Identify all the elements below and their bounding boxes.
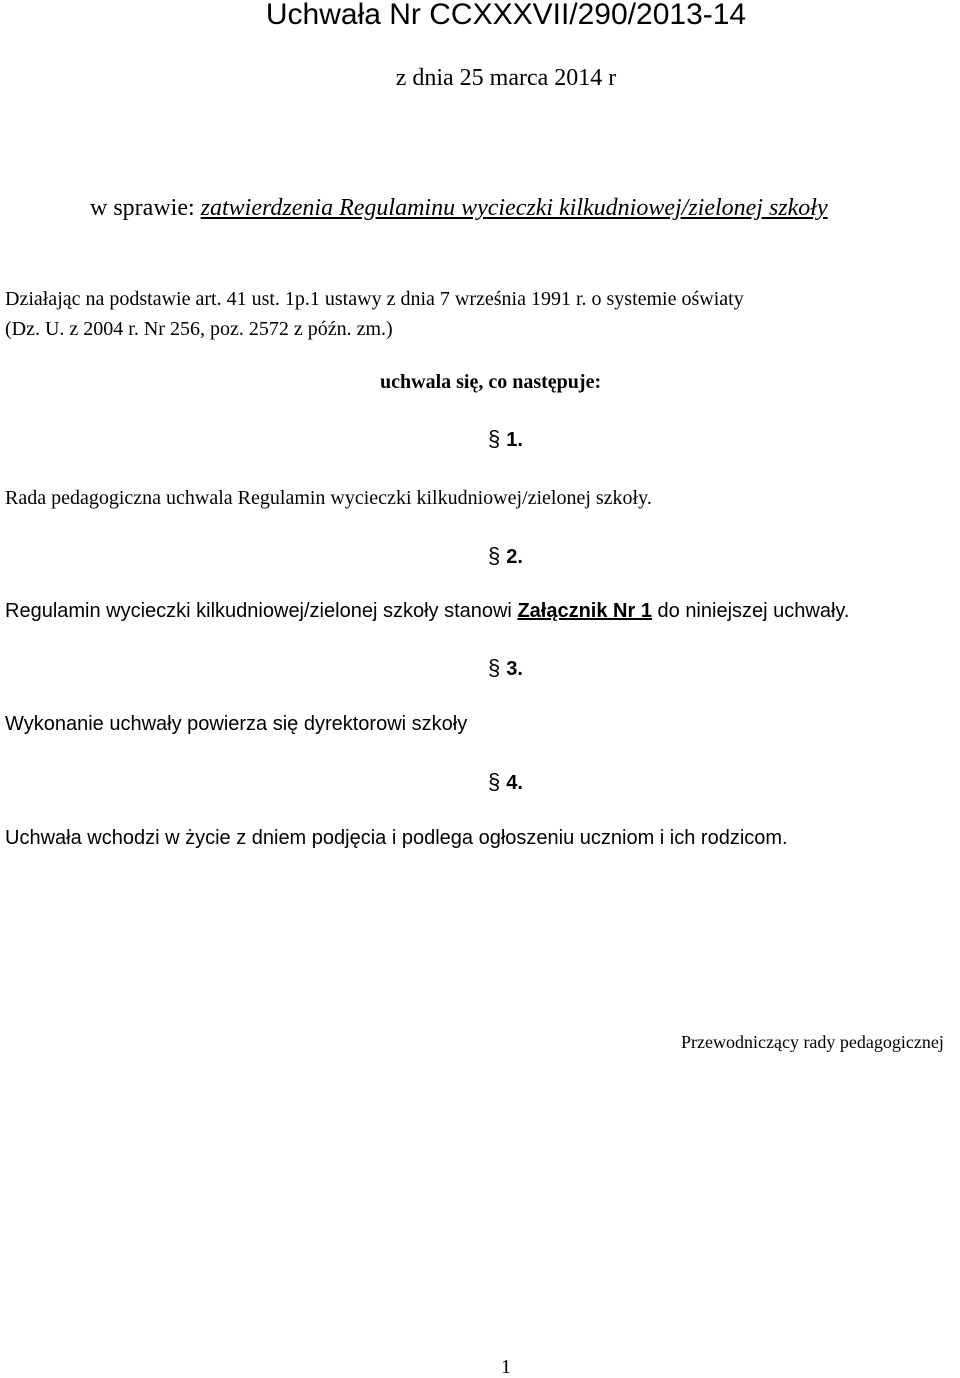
section-2-text-after: do niniejszej uchwały.: [651, 600, 850, 622]
subject-prefix: w sprawie:: [90, 195, 201, 221]
section-sign-icon: §: [488, 543, 501, 568]
subject-text: zatwierdzenia Regulaminu wycieczki kilkudniowej/zielonej szkoły: [200, 195, 828, 221]
section-number: 1.: [506, 429, 523, 451]
section-number: 4.: [506, 772, 523, 794]
section-3-heading: [488, 657, 523, 679]
section-4-heading: [488, 771, 523, 793]
legal-basis: [5, 284, 925, 344]
section-3-text: Wykonanie uchwały powierza się dyrektorowi szkoły: [5, 713, 468, 735]
section-sign-icon: §: [488, 426, 501, 451]
section-2-heading: [488, 545, 523, 567]
annex-reference: Załącznik Nr 1: [517, 600, 652, 622]
resolution-intro: uchwala się, co następuje:: [380, 371, 602, 393]
section-2-text: [5, 601, 849, 621]
legal-basis-line-1: Działając na podstawie art. 41 ust. 1p.1 ustawy z dnia 7 września 1991 r. o systemie oświaty: [5, 288, 744, 310]
document-title: Uchwała Nr CCXXXVII/290/2013-14: [265, 0, 747, 31]
section-sign-icon: §: [488, 655, 501, 680]
section-1-heading: [488, 428, 523, 450]
document-date: z dnia 25 marca 2014 r: [395, 65, 617, 91]
legal-basis-line-2: (Dz. U. z 2004 r. Nr 256, poz. 2572 z późn. zm.): [5, 318, 393, 340]
section-number: 2.: [506, 546, 523, 568]
page-number: 1: [501, 1356, 511, 1378]
section-2-text-before: Regulamin wycieczki kilkudniowej/zielonej szkoły stanowi: [5, 600, 518, 622]
section-4-text: Uchwała wchodzi w życie z dniem podjęcia i podlega ogłoszeniu uczniom i ich rodzicom.: [5, 827, 788, 849]
subject-line: [90, 196, 828, 220]
signature-line: Przewodniczący rady pedagogicznej: [681, 1032, 944, 1052]
section-1-text: Rada pedagogiczna uchwala Regulamin wycieczki kilkudniowej/zielonej szkoły.: [5, 487, 652, 509]
section-sign-icon: §: [488, 769, 501, 794]
section-number: 3.: [506, 658, 523, 680]
